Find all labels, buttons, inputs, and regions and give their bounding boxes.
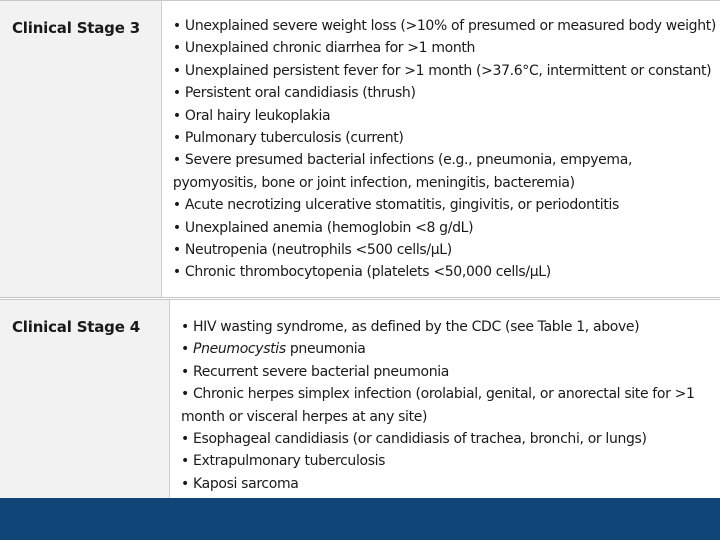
list-item: • Neutropenia (neutrophils <500 cells/µL) — [172, 242, 452, 259]
list-item: • Kaposi sarcoma — [181, 475, 299, 492]
stage-4-conditions — [170, 300, 720, 499]
italic-organism-name: Pneumocystis — [193, 341, 286, 358]
list-item: • Persistent oral candidiasis (thrush) — [172, 85, 416, 102]
bullet: • — [181, 341, 194, 358]
list-item: • Severe presumed bacterial infections (e.g., pneumonia, empyema, pyomyositis, bone or joint infection, meningitis, bacteremia) — [172, 152, 633, 191]
stage-4-label: Clinical Stage 4 — [0, 300, 170, 499]
list-item: • HIV wasting syndrome, as defined by the CDC (see Table 1, above) — [181, 319, 640, 335]
list-item — [181, 338, 716, 360]
list-item: • Unexplained persistent fever for >1 month (>37.6°C, intermittent or constant) — [172, 62, 712, 79]
list-item: • Unexplained severe weight loss (>10% of presumed or measured body weight) — [172, 18, 716, 34]
footer-band — [0, 498, 720, 540]
list-item: • Extrapulmonary tuberculosis — [181, 453, 386, 470]
stage-3-label: Clinical Stage 3 — [0, 1, 162, 297]
stage-3-conditions — [162, 1, 720, 297]
list-item: • Unexplained chronic diarrhea for >1 month — [172, 40, 476, 57]
list-item: • Chronic thrombocytopenia (platelets <50,000 cells/µL) — [172, 264, 551, 281]
list-item-text: pneumonia — [285, 341, 366, 358]
table-row-stage-4 — [0, 299, 720, 499]
list-item: • Acute necrotizing ulcerative stomatitis, gingivitis, or periodontitis — [172, 197, 619, 214]
table-row-stage-3 — [0, 1, 720, 298]
list-item: • Oral hairy leukoplakia — [172, 107, 331, 124]
list-item: • Pulmonary tuberculosis (current) — [172, 130, 404, 147]
list-item: • Chronic herpes simplex infection (orolabial, genital, or anorectal site for >1 month or visceral herpes at any site) — [181, 386, 695, 425]
list-item: • Unexplained anemia (hemoglobin <8 g/dL) — [172, 219, 474, 236]
list-item: • Recurrent severe bacterial pneumonia — [181, 363, 450, 380]
list-item: • Esophageal candidiasis (or candidiasis of trachea, bronchi, or lungs) — [181, 431, 647, 448]
